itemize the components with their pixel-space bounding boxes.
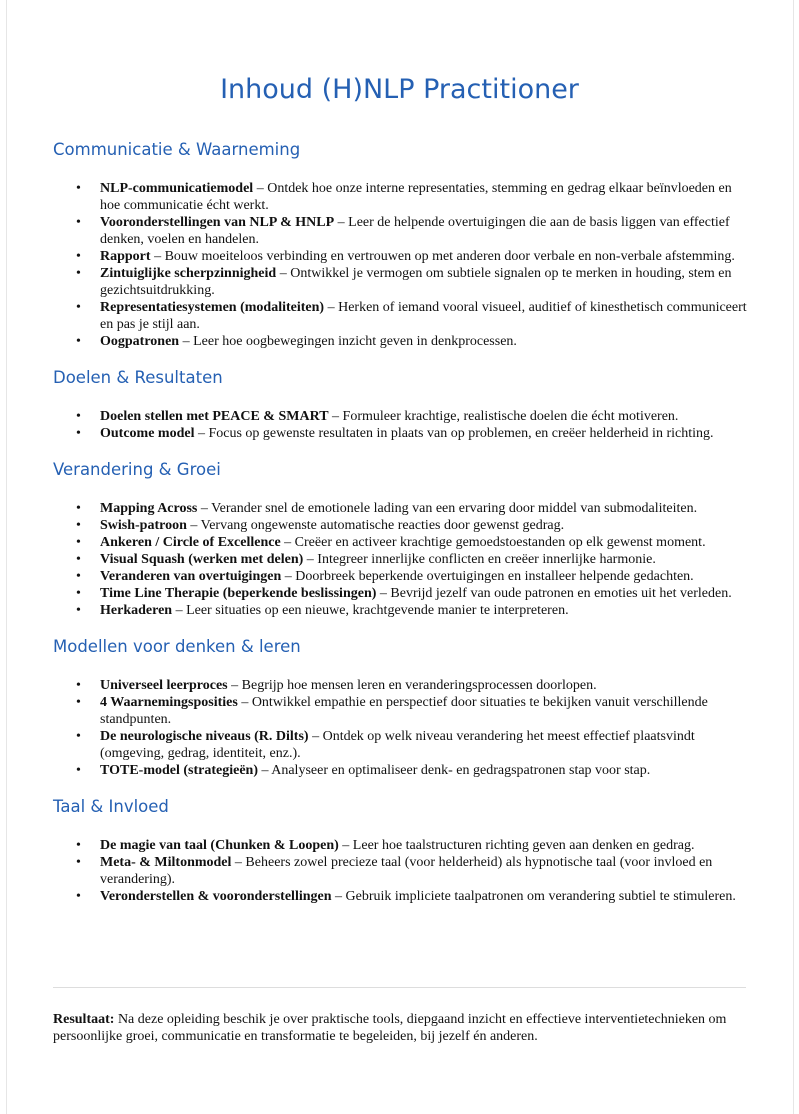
item-term: TOTE-model (strategieën) bbox=[100, 763, 258, 778]
list-item bbox=[53, 180, 753, 214]
item-description: – Ontdek op welk niveau verandering het meest effectief plaatsvindt (omgeving, gedrag, identiteit, enz.). bbox=[100, 729, 695, 761]
item-term: Meta- & Miltonmodel bbox=[100, 855, 232, 870]
list-item bbox=[53, 888, 753, 905]
item-description: – Doorbreek beperkende overtuigingen en installeer helpende gedachten. bbox=[281, 569, 694, 584]
item-description: – Integreer innerlijke conflicten en creëer innerlijke harmonie. bbox=[303, 552, 656, 567]
item-term: Veranderen van overtuigingen bbox=[100, 569, 282, 584]
section-heading: Modellen voor denken & leren bbox=[53, 637, 301, 656]
list-item bbox=[53, 425, 753, 442]
list-item bbox=[53, 248, 753, 265]
list-item bbox=[53, 265, 753, 299]
list-item bbox=[53, 837, 753, 854]
list-item bbox=[53, 333, 753, 350]
list-item bbox=[53, 299, 753, 333]
section-heading: Taal & Invloed bbox=[53, 797, 169, 816]
item-description: – Vervang ongewenste automatische reacties door gewenst gedrag. bbox=[186, 518, 565, 533]
item-term: Ankeren / Circle of Excellence bbox=[100, 535, 281, 550]
item-term: Swish-patroon bbox=[100, 518, 187, 533]
item-description: – Gebruik impliciete taalpatronen om verandering subtiel te stimuleren. bbox=[331, 889, 736, 904]
item-term: Doelen stellen met PEACE & SMART bbox=[100, 409, 329, 424]
section-heading: Verandering & Groei bbox=[53, 460, 221, 479]
item-term: Representatiesystemen (modaliteiten) bbox=[100, 300, 325, 315]
item-description: – Focus op gewenste resultaten in plaats van op problemen, en creëer helderheid in richting. bbox=[194, 426, 714, 441]
item-description: – Begrijp hoe mensen leren en veranderingsprocessen doorlopen. bbox=[227, 678, 597, 693]
list-item bbox=[53, 762, 753, 779]
list-item bbox=[53, 214, 753, 248]
item-term: Herkaderen bbox=[100, 603, 173, 618]
list-item bbox=[53, 568, 753, 585]
item-description: – Leer hoe taalstructuren richting geven aan denken en gedrag. bbox=[338, 838, 695, 853]
item-description: – Leer de helpende overtuigingen die aan de basis liggen van effectief denken, voelen en handelen. bbox=[100, 215, 730, 247]
item-term: Time Line Therapie (beperkende beslissingen) bbox=[100, 586, 377, 601]
item-description: – Creëer en activeer krachtige gemoedstoestanden op elk gewenst moment. bbox=[280, 535, 706, 550]
result-paragraph bbox=[53, 1011, 753, 1045]
result-text: Na deze opleiding beschik je over praktische tools, diepgaand inzicht en effectieve interventietechnieken om persoonlijke groei, communicatie en transformatie te begeleiden, bij jezelf én anderen. bbox=[53, 1012, 727, 1044]
list-item bbox=[53, 694, 753, 728]
list-item bbox=[53, 500, 753, 517]
item-term: 4 Waarnemingsposities bbox=[100, 695, 238, 710]
list-item bbox=[53, 551, 753, 568]
item-term: Veronderstellen & vooronderstellingen bbox=[100, 889, 332, 904]
section-heading: Doelen & Resultaten bbox=[53, 368, 223, 387]
item-term: Mapping Across bbox=[100, 501, 198, 516]
item-description: – Bouw moeiteloos verbinding en vertrouwen op met anderen door verbale en non-verbale afstemming. bbox=[150, 249, 735, 264]
document-content bbox=[53, 140, 753, 923]
list-item bbox=[53, 854, 753, 888]
item-term: Outcome model bbox=[100, 426, 195, 441]
item-term: NLP-communicatiemodel bbox=[100, 181, 254, 196]
list-item bbox=[53, 728, 753, 762]
item-description: – Leer hoe oogbewegingen inzicht geven in denkprocessen. bbox=[179, 334, 517, 349]
item-description: – Herken of iemand vooral visueel, auditief of kinesthetisch communiceert en pas je stijl aan. bbox=[100, 300, 747, 332]
item-term: Oogpatronen bbox=[100, 334, 180, 349]
item-term: De magie van taal (Chunken & Loopen) bbox=[100, 838, 339, 853]
item-description: – Leer situaties op een nieuwe, krachtgevende manier te interpreteren. bbox=[172, 603, 569, 618]
result-label: Resultaat: bbox=[53, 1012, 115, 1027]
bullet-list bbox=[53, 837, 753, 905]
item-term: Visual Squash (werken met delen) bbox=[100, 552, 304, 567]
item-description: – Bevrijd jezelf van oude patronen en emoties uit het verleden. bbox=[376, 586, 732, 601]
list-item bbox=[53, 534, 753, 551]
bullet-list bbox=[53, 677, 753, 779]
divider bbox=[53, 987, 746, 988]
item-description: – Ontwikkel je vermogen om subtiele signalen op te merken in houding, stem en gezichtsuitdrukking. bbox=[100, 266, 732, 298]
item-term: De neurologische niveaus (R. Dilts) bbox=[100, 729, 309, 744]
bullet-list bbox=[53, 408, 753, 442]
section-heading: Communicatie & Waarneming bbox=[53, 140, 301, 159]
item-description: – Formuleer krachtige, realistische doelen die écht motiveren. bbox=[328, 409, 679, 424]
bullet-list bbox=[53, 180, 753, 350]
list-item bbox=[53, 585, 753, 602]
item-description: – Ontdek hoe onze interne representaties, stemming en gedrag elkaar beïnvloeden en hoe communicatie écht werkt. bbox=[100, 181, 732, 213]
list-item bbox=[53, 677, 753, 694]
item-description: – Ontwikkel empathie en perspectief door situaties te bekijken vanuit verschillende standpunten. bbox=[100, 695, 708, 727]
list-item bbox=[53, 602, 753, 619]
item-term: Rapport bbox=[100, 249, 151, 264]
item-term: Universeel leerproces bbox=[100, 678, 228, 693]
list-item bbox=[53, 408, 753, 425]
item-description: – Beheers zowel precieze taal (voor helderheid) als hypnotische taal (voor invloed en verandering). bbox=[100, 855, 713, 887]
item-term: Vooronderstellingen van NLP & HNLP bbox=[100, 215, 335, 230]
item-description: – Verander snel de emotionele lading van een ervaring door middel van submodaliteiten. bbox=[197, 501, 698, 516]
document-title: Inhoud (H)NLP Practitioner bbox=[220, 74, 579, 105]
item-term: Zintuiglijke scherpzinnigheid bbox=[100, 266, 277, 281]
list-item bbox=[53, 517, 753, 534]
item-description: – Analyseer en optimaliseer denk- en gedragspatronen stap voor stap. bbox=[258, 763, 651, 778]
bullet-list bbox=[53, 500, 753, 619]
